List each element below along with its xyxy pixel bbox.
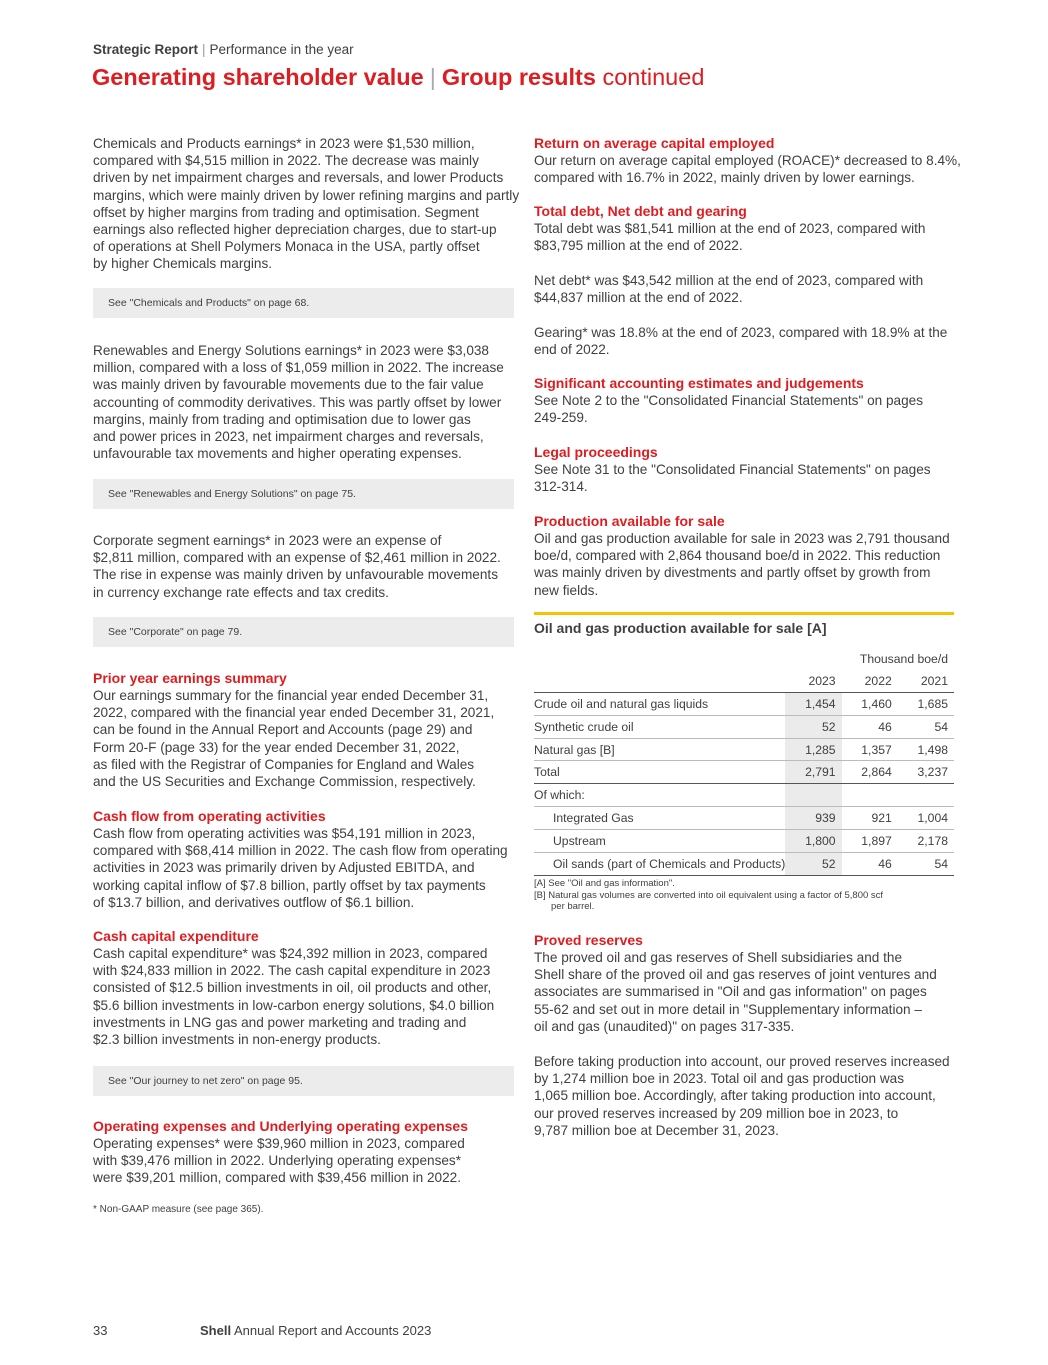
production-paragraph: Oil and gas production available for sale in 2023 was 2,791 thousand boe/d, compared with 2,864 thousand boe/d in 2022. This reduction was mainly driven by divestments and partly offset by growth from new fields.: [534, 531, 950, 598]
table-top-rule: [534, 612, 954, 615]
capex-heading: Cash capital expenditure: [93, 928, 259, 944]
prior-year-heading: Prior year earnings summary: [93, 670, 287, 686]
cell-2023: 2,791: [785, 761, 841, 784]
cell-2022: 1,460: [842, 692, 898, 715]
accounting-estimates-paragraph: See Note 2 to the "Consolidated Financial Statements" on pages 249-259.: [534, 393, 924, 426]
table-unit: Thousand boe/d: [859, 651, 948, 666]
table-row: [534, 738, 954, 761]
table-row: [534, 692, 954, 715]
net-zero-see-link[interactable]: See "Our journey to net zero" on page 95.: [93, 1066, 514, 1096]
table-row: [534, 853, 954, 876]
cell-2021: 54: [898, 853, 954, 876]
cash-flow-paragraph: Cash flow from operating activities was $54,191 million in 2023, compared with $68,414 million in 2022. The cash flow from operating activities in 2023 was primarily driven by Adjusted EBITDA, and working capital inflow of $7.8 billion, partly offset by tax payments of $13.7 billion, and derivatives outflow of $6.1 billion.: [93, 826, 508, 910]
breadcrumb-section: Strategic Report: [93, 42, 199, 57]
row-label: Of which:: [534, 784, 785, 807]
production-heading: Production available for sale: [534, 513, 725, 529]
breadcrumb-subsection: Performance in the year: [209, 42, 354, 57]
cell-2022: [842, 784, 898, 807]
page-title-suffix: continued: [602, 64, 705, 90]
cell-2022: 2,864: [842, 761, 898, 784]
row-label: Natural gas [B]: [534, 738, 785, 761]
row-label: Crude oil and natural gas liquids: [534, 692, 785, 715]
cell-2023: 52: [785, 853, 841, 876]
cell-2022: 1,357: [842, 738, 898, 761]
brand-name: Shell: [200, 1323, 232, 1338]
table-row: [534, 715, 954, 738]
report-name: Annual Report and Accounts 2023: [233, 1323, 432, 1338]
cell-2023: 939: [785, 807, 841, 830]
cell-2022: 46: [842, 715, 898, 738]
capex-paragraph: Cash capital expenditure* was $24,392 million in 2023, compared with $24,833 million in 2022. The cash capital expenditure in 2023 consisted of $12.5 billion investments in oil, oil products and other, $5.6 billion investments in low-carbon energy solutions, $4.0 billion investments in LNG gas and power marketing and trading and $2.3 billion investments in non-energy products.: [93, 946, 495, 1048]
net-debt-paragraph: Net debt* was $43,542 million at the end of 2023, compared with $44,837 million at the end of 2022.: [534, 273, 924, 306]
cell-2021: 1,004: [898, 807, 954, 830]
table-note-a: [A] See "Oil and gas information".: [534, 878, 675, 889]
roace-paragraph: Our return on average capital employed (ROACE)* decreased to 8.4%, compared with 16.7% in 2022, mainly driven by lower earnings.: [534, 153, 961, 186]
proved-reserves-paragraph-2: Before taking production into account, our proved reserves increased by 1,274 million boe in 2023. Total oil and gas production was 1,065 million boe. Accordingly, after taking production into account, our proved reserves increased by 209 million boe in 2023, to 9,787 million boe at December 31, 2023.: [534, 1054, 950, 1138]
table-row-total: [534, 761, 954, 784]
breadcrumb: [93, 42, 354, 57]
corporate-paragraph: Corporate segment earnings* in 2023 were an expense of $2,811 million, compared with an expense of $2,461 million in 2022. The rise in expense was mainly driven by unfavourable movements in currency exchange rate effects and tax credits.: [93, 533, 501, 600]
cell-2023: 52: [785, 715, 841, 738]
cell-2022: 921: [842, 807, 898, 830]
proved-reserves-heading: Proved reserves: [534, 932, 643, 948]
debt-heading: Total debt, Net debt and gearing: [534, 203, 747, 219]
table-unit-row: [534, 648, 954, 670]
roace-heading: Return on average capital employed: [534, 135, 775, 151]
cell-2022: 46: [842, 853, 898, 876]
proved-reserves-paragraph-1: The proved oil and gas reserves of Shell subsidiaries and the Shell share of the proved oil and gas reserves of joint ventures and associates are summarised in "Oil and gas information" on pages 55-62 and set out in more detail in "Supplementary information – oil and gas (unaudited)" on pages 317-335.: [534, 950, 937, 1034]
row-label: Upstream: [534, 830, 785, 853]
legal-proceedings-paragraph: See Note 31 to the "Consolidated Financial Statements" on pages 312-314.: [534, 462, 931, 495]
chemicals-see-link[interactable]: See "Chemicals and Products" on page 68.: [93, 288, 514, 318]
renewables-see-link[interactable]: See "Renewables and Energy Solutions" on page 75.: [93, 479, 514, 509]
table-row: [534, 784, 954, 807]
table-title: Oil and gas production available for sale [A]: [534, 620, 827, 636]
cell-2021: 3,237: [898, 761, 954, 784]
year-header: 2023: [785, 670, 841, 692]
report-footer: [200, 1323, 431, 1338]
legal-proceedings-heading: Legal proceedings: [534, 444, 658, 460]
accounting-estimates-heading: Significant accounting estimates and judgements: [534, 375, 864, 391]
cell-2021: 2,178: [898, 830, 954, 853]
opex-paragraph: Operating expenses* were $39,960 million in 2023, compared with $39,476 million in 2022. Underlying operating expenses* were $39,201 million, compared with $39,456 million in 2022.: [93, 1136, 465, 1186]
corporate-see-link[interactable]: See "Corporate" on page 79.: [93, 617, 514, 647]
gearing-paragraph: Gearing* was 18.8% at the end of 2023, compared with 18.9% at the end of 2022.: [534, 325, 948, 358]
row-label: Integrated Gas: [534, 807, 785, 830]
table-notes: [534, 878, 883, 913]
cell-2023: 1,800: [785, 830, 841, 853]
renewables-paragraph: Renewables and Energy Solutions earnings* in 2023 were $3,038 million, compared with a loss of $1,059 million in 2022. The increase was mainly driven by favourable movements due to the fair value accounting of commodity derivatives. This was partly offset by lower margins, mainly from trading and optimisation due to lower gas and power prices in 2023, net impairment charges and reversals, unfavourable tax movements and higher operating expenses.: [93, 343, 504, 462]
cell-2023: [785, 784, 841, 807]
table-note-b: [B] Natural gas volumes are converted into oil equivalent using a factor of 5,800 scf: [534, 889, 884, 901]
row-label: Total: [534, 761, 785, 784]
cell-2021: [898, 784, 954, 807]
year-header: 2022: [842, 670, 898, 692]
row-label: Oil sands (part of Chemicals and Products): [534, 853, 785, 876]
page-title: [92, 64, 704, 91]
table-row: [534, 807, 954, 830]
table-note-b-cont: per barrel.: [551, 901, 595, 912]
opex-heading: Operating expenses and Underlying operating expenses: [93, 1118, 468, 1134]
prior-year-paragraph: Our earnings summary for the financial year ended December 31, 2022, compared with the financial year ended December 31, 2021, can be found in the Annual Report and Accounts (page 29) and Form 20-F (page 33) for the year ended December 31, 2022, as filed with the Registrar of Companies for England and Wales and the US Securities and Exchange Commission, respectively.: [93, 688, 495, 790]
cell-2022: 1,897: [842, 830, 898, 853]
table-header-row: [534, 670, 954, 692]
page-title-main: Generating shareholder value: [92, 64, 424, 90]
page-title-section: Group results: [441, 64, 596, 90]
breadcrumb-separator: |: [202, 42, 206, 57]
non-gaap-footnote: * Non-GAAP measure (see page 365).: [93, 1204, 264, 1215]
cell-2021: 54: [898, 715, 954, 738]
total-debt-paragraph: Total debt was $81,541 million at the end of 2023, compared with $83,795 million at the end of 2022.: [534, 221, 926, 254]
title-separator: |: [429, 64, 436, 90]
chemicals-paragraph: Chemicals and Products earnings* in 2023 were $1,530 million, compared with $4,515 million in 2022. The decrease was mainly driven by net impairment charges and reversals, and lower Products margins, which were mainly driven by lower refining margins and partly offset by higher margins from trading and optimisation. Segment earnings also reflected higher depreciation charges, due to start-up of operations at Shell Polymers Monaca in the USA, partly offset by higher Chemicals margins.: [93, 136, 520, 272]
cell-2023: 1,454: [785, 692, 841, 715]
row-label: Synthetic crude oil: [534, 715, 785, 738]
table-row: [534, 830, 954, 853]
page-number: 33: [93, 1323, 108, 1338]
cell-2021: 1,685: [898, 692, 954, 715]
year-header: 2021: [898, 670, 954, 692]
cell-2023: 1,285: [785, 738, 841, 761]
cash-flow-heading: Cash flow from operating activities: [93, 808, 326, 824]
production-table: [534, 648, 954, 876]
cell-2021: 1,498: [898, 738, 954, 761]
